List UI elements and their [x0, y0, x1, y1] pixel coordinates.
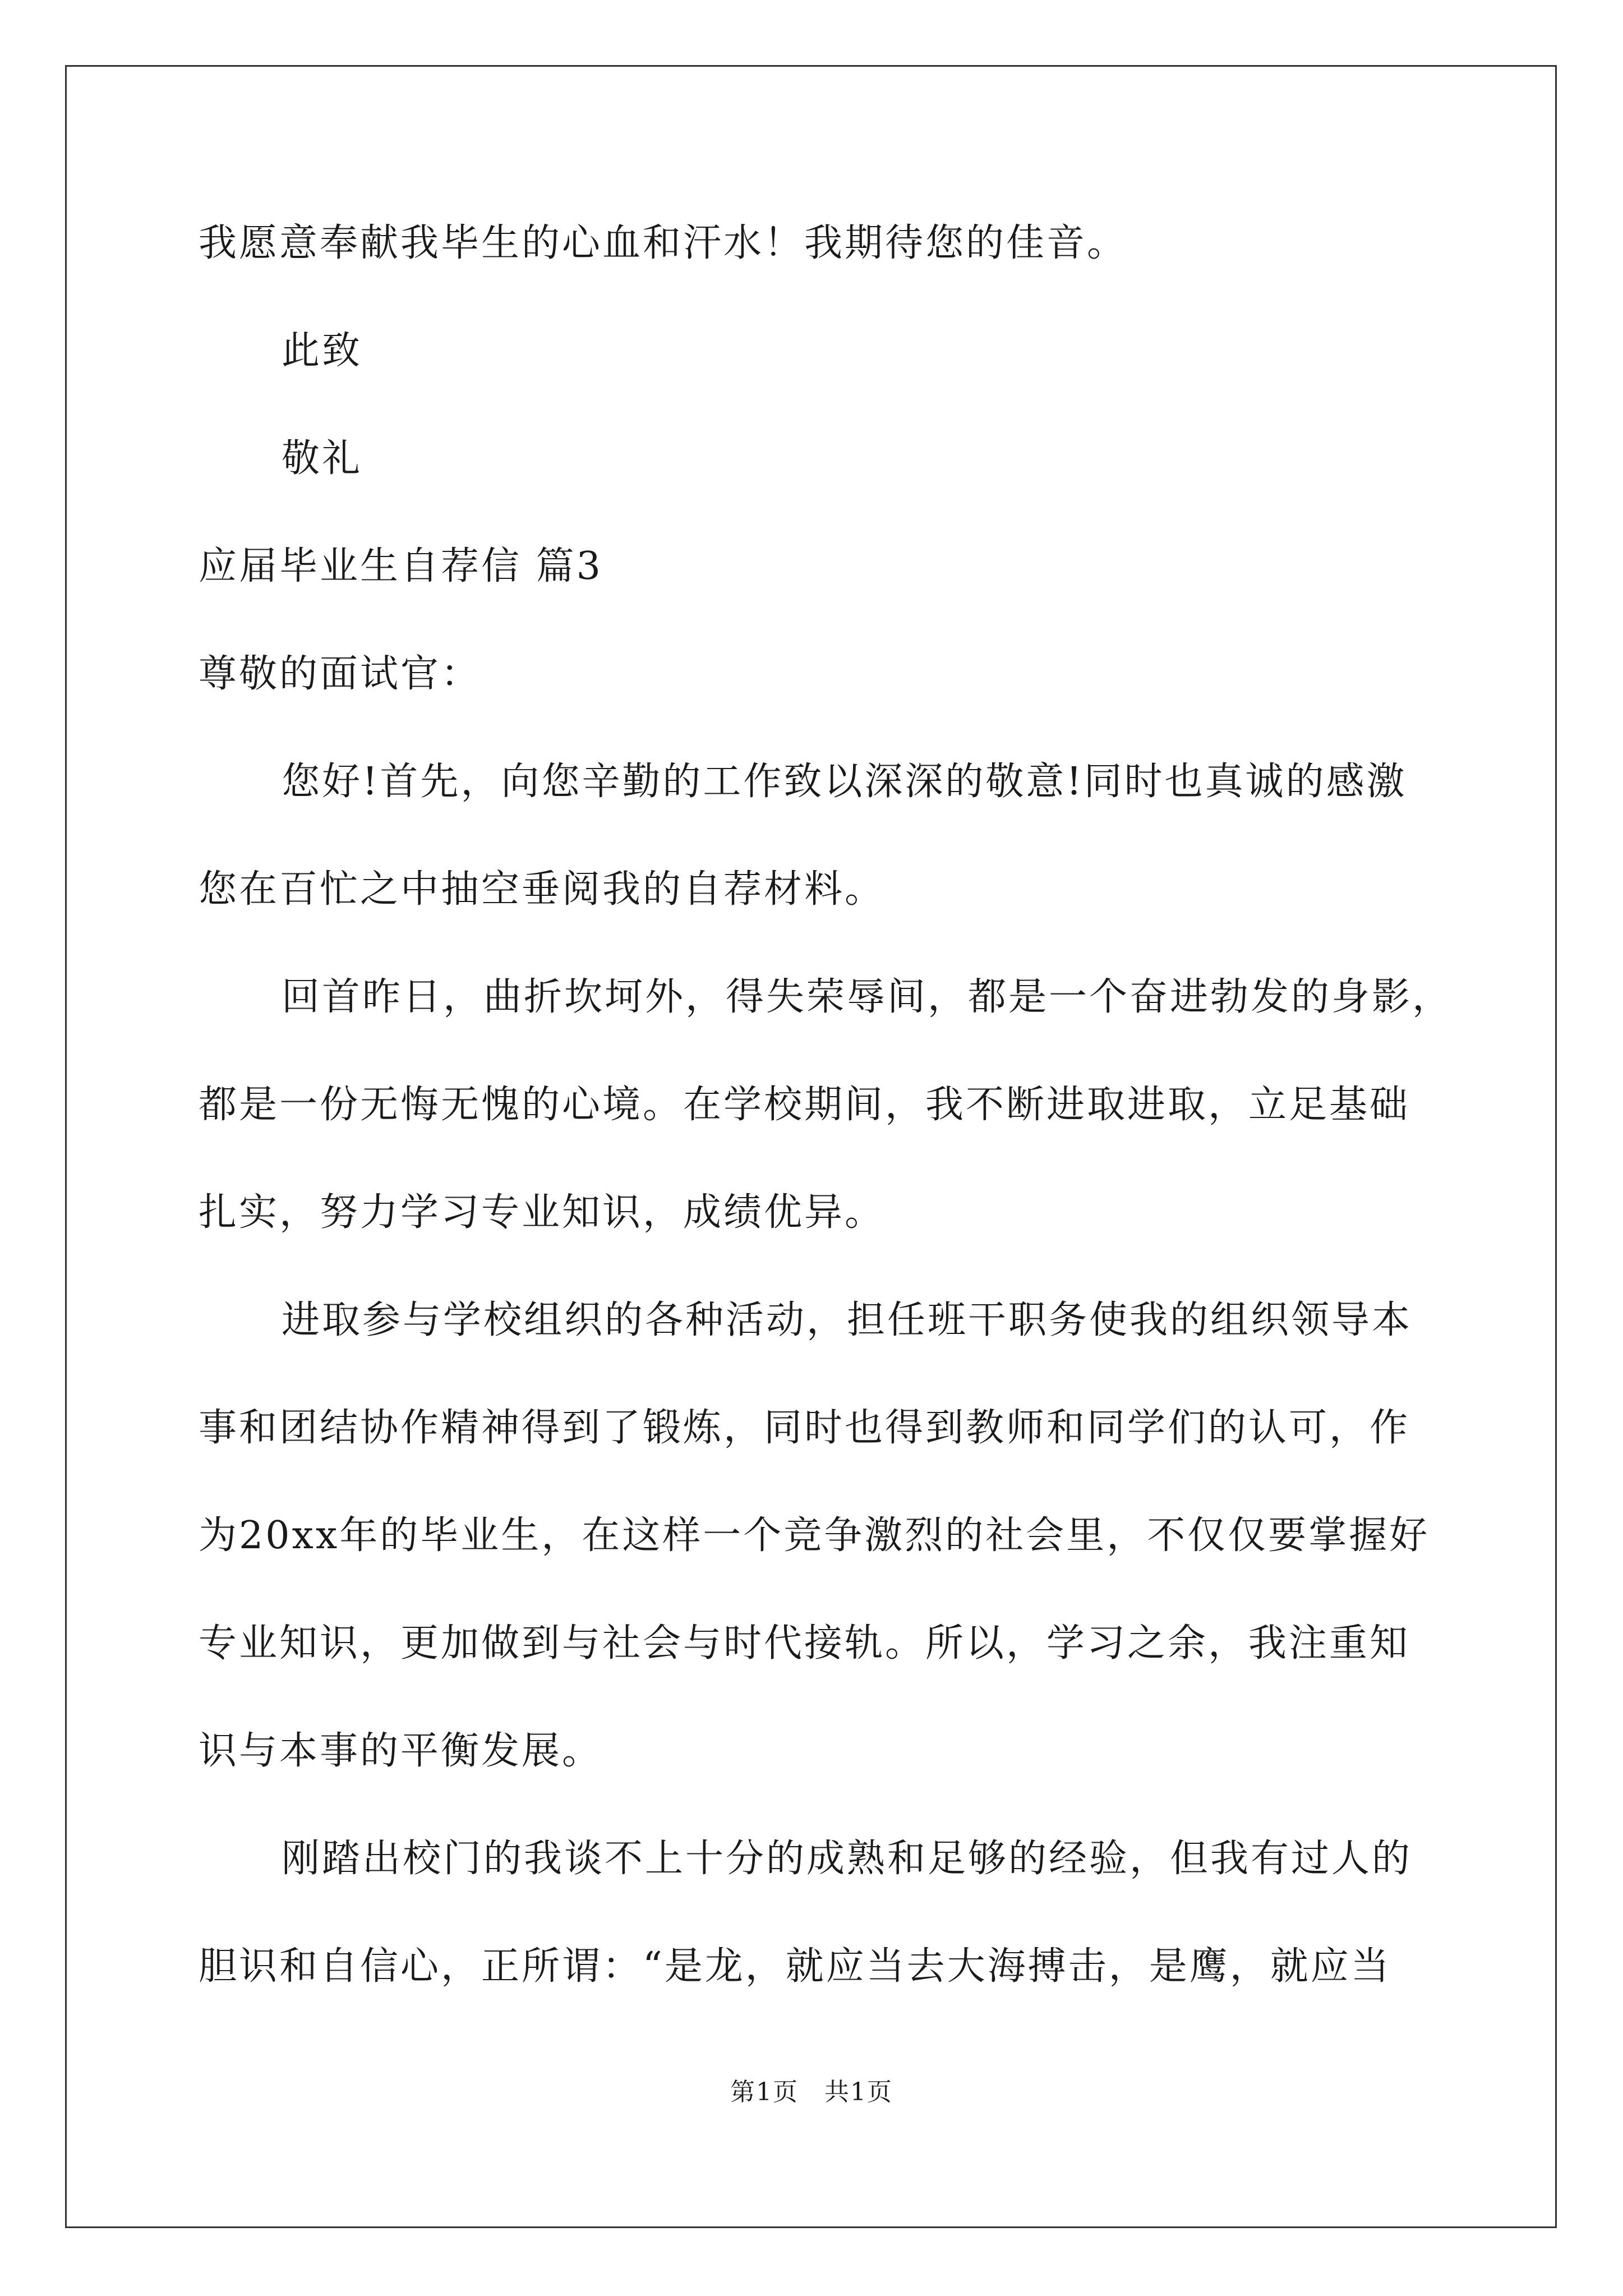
text-line: 为20xx年的毕业生，在这样一个竞争激烈的社会里，不仅仅要掌握好 — [199, 1513, 1430, 1558]
page-footer: 第1页 共1页 — [730, 2078, 893, 2106]
text-line: 刚踏出校门的我谈不上十分的成熟和足够的经验，但我有过人的 — [282, 1837, 1413, 1881]
section-heading: 应届毕业生自荐信 篇3 — [199, 544, 603, 588]
text-line: 进取参与学校组织的各种活动，担任班干职务使我的组织领导本 — [282, 1298, 1413, 1342]
text-line: 识与本事的平衡发展。 — [199, 1729, 603, 1773]
salutation-line: 敬礼 — [282, 436, 363, 481]
text-line: 都是一份无悔无愧的心境。在学校期间，我不断进取进取，立足基础 — [199, 1083, 1410, 1127]
text-line: 您好!首先，向您辛勤的工作致以深深的敬意!同时也真诚的感激 — [282, 760, 1407, 804]
salutation-line: 此致 — [282, 329, 363, 373]
text-line: 您在百忙之中抽空垂阅我的自荐材料。 — [199, 867, 886, 912]
text-line: 我愿意奉献我毕生的心血和汗水！我期待您的佳音。 — [199, 221, 1128, 265]
text-line: 回首昨日，曲折坎坷外，得失荣辱间，都是一个奋进勃发的身影， — [282, 975, 1453, 1019]
text-line: 扎实，努力学习专业知识，成绩优异。 — [199, 1190, 886, 1235]
document-body — [199, 217, 1453, 1994]
text-line: 胆识和自信心，正所谓：“是龙，就应当去大海搏击，是鹰，就应当 — [199, 1944, 1391, 1989]
greeting-line: 尊敬的面试官： — [199, 652, 482, 696]
text-line: 事和团结协作精神得到了锻炼，同时也得到教师和同学们的认可，作 — [199, 1406, 1410, 1450]
text-line: 专业知识，更加做到与社会与时代接轨。所以，学习之余，我注重知 — [199, 1621, 1410, 1665]
